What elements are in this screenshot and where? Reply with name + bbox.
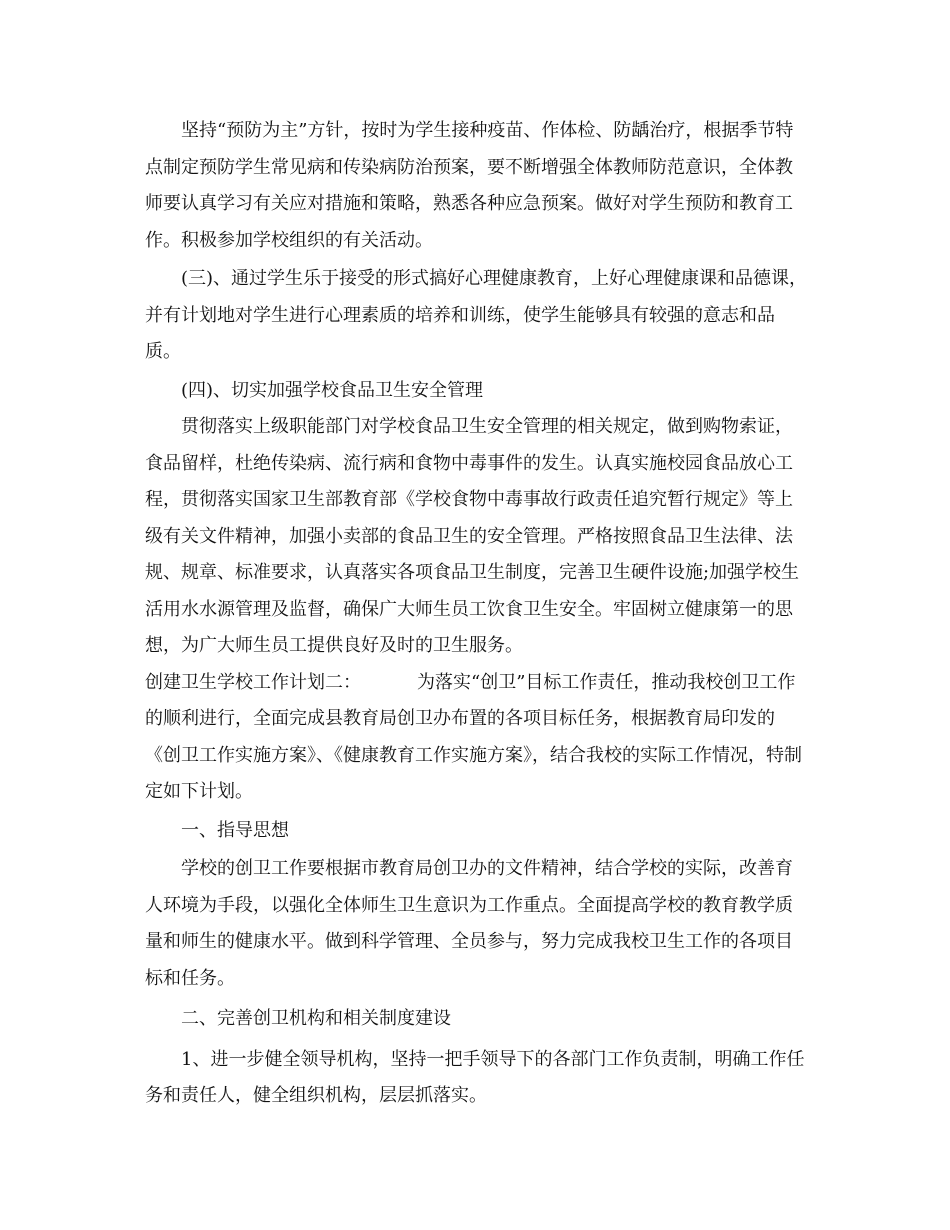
paragraph-leadership-structure: 1、进一步健全领导机构，坚持一把手领导下的各部门工作负责制，明确工作任务和责任人，健全组织机构，层层抓落实。 bbox=[145, 1048, 805, 1106]
paragraph-section-three-mental-health: (三)、通过学生乐于接受的形式搞好心理健康教育，上好心理健康课和品德课，并有计划地对学生进行心理素质的培养和训练，使学生能够具有较强的意志和品质。 bbox=[145, 268, 808, 362]
paragraph-guiding-thought: 学校的创卫工作要根据市教育局创卫办的文件精神，结合学校的实际，改善育人环境为手段，以强化全体师生卫生意识为工作重点。全面提高学校的教育教学质量和师生的健康水平。做到科学管理、全员参与，努力完成我校卫生工作的各项目标和任务。 bbox=[145, 858, 793, 989]
heading-guiding-thought: 一、指导思想 bbox=[181, 819, 289, 841]
plan-two-intro: 为落实“创卫”目标工作责任，推动我校创卫工作的顺利进行，全面完成县教育局创卫办布置的各项目标任务，根据教育局印发的《创卫工作实施方案》、《健康教育工作实施方案》，结合我校的实际工作情况，特制定如下计划。 bbox=[145, 671, 802, 802]
heading-section-four-food-safety: (四)、切实加强学校食品卫生安全管理 bbox=[181, 379, 484, 401]
paragraph-plan-two bbox=[145, 665, 810, 811]
document-body bbox=[145, 113, 810, 1115]
paragraph-food-safety-details: 贯彻落实上级职能部门对学校食品卫生安全管理的相关规定，做到购物索证，食品留样，杜绝传染病、流行病和食物中毒事件的发生。认真实施校园食品放心工程，贯彻落实国家卫生部教育部《学校食物中毒事故行政责任追究暂行规定》等上级有关文件精神，加强小卖部的食品卫生的安全管理。严格按照食品卫生法律、法规、规章、标准要求，认真落实各项食品卫生制度，完善卫生硬件设施;加强学校生活用水水源管理及监督，确保广大师生员工饮食卫生安全。牢固树立健康第一的思想，为广大师生员工提供良好及时的卫生服务。 bbox=[145, 416, 800, 656]
plan-two-heading: 创建卫生学校工作计划二： bbox=[145, 671, 361, 693]
heading-improve-structure: 二、完善创卫机构和相关制度建设 bbox=[181, 1008, 451, 1029]
paragraph-prevention-policy: 坚持“预防为主”方针，按时为学生接种疫苗、作体检、防龋治疗，根据季节特点制定预防学生常见病和传染病防治预案，要不断增强全体教师防范意识，全体教师要认真学习有关应对措施和策略，熟悉各种应急预案。做好对学生预防和教育工作。积极参加学校组织的有关活动。 bbox=[145, 120, 794, 251]
